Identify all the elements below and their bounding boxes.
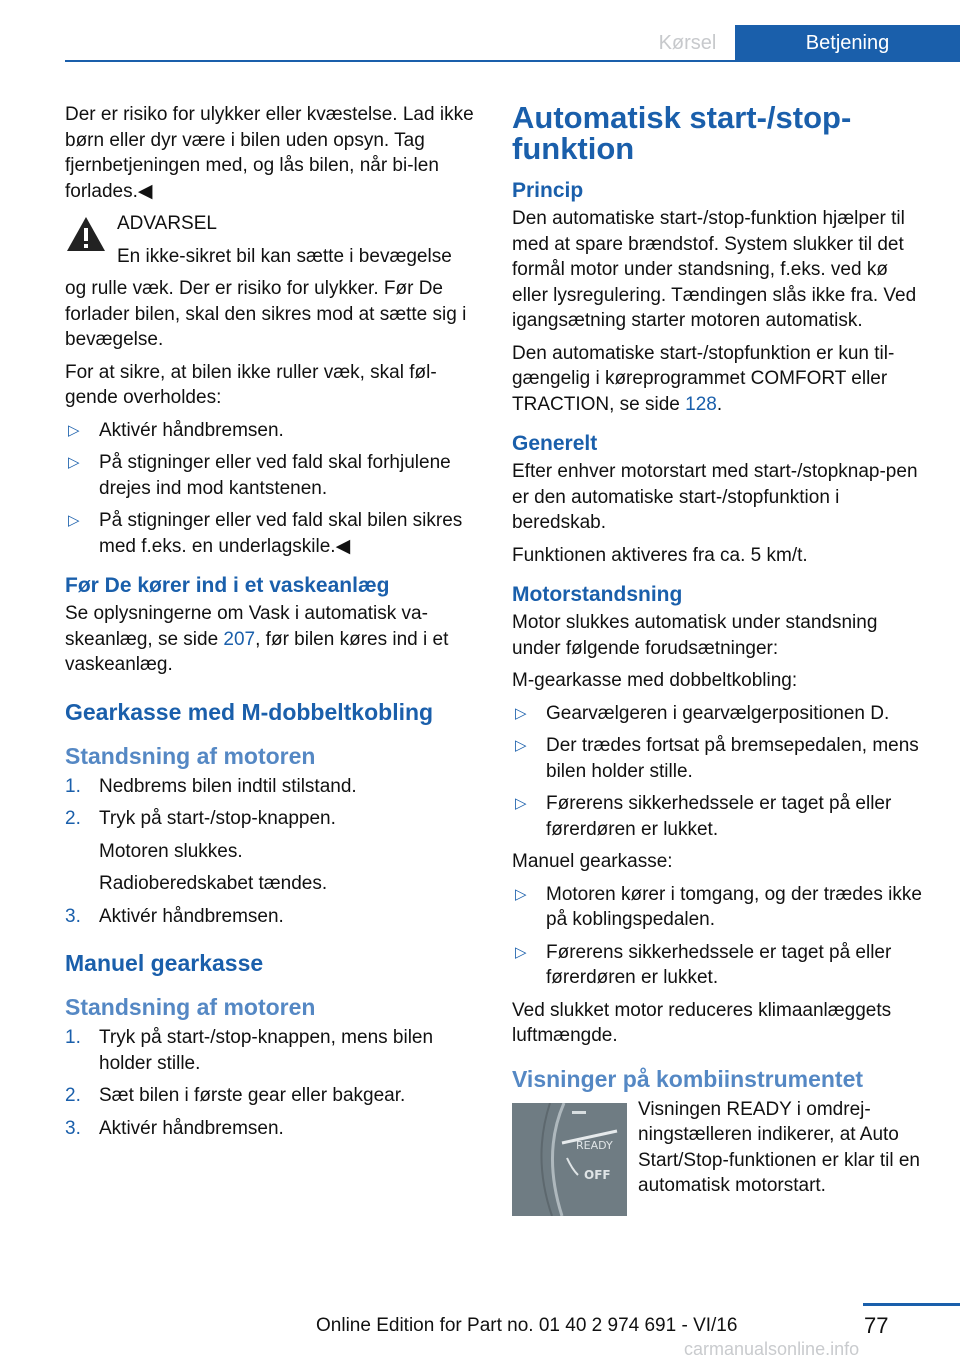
page-link-128[interactable]: 128 bbox=[685, 393, 717, 415]
general-paragraph-2: Funktionen aktiveres fra ca. 5 km/t. bbox=[512, 544, 808, 566]
triangle-bullet-icon: ▷ bbox=[515, 795, 527, 812]
principle-paragraph: Den automatiske start-/stop-funktion hjælper til med at spare brændstof. System slukker til det formål motor under standsning, f.eks. ved kø eller lysregulering. Tændingen slås ikke fra. Ved igangsætning starter motoren automatisk. bbox=[512, 208, 917, 331]
manual-conditions bbox=[512, 882, 927, 991]
warning-title: ADVARSEL bbox=[117, 213, 217, 234]
manual-steps bbox=[65, 1025, 477, 1141]
tab-korsel[interactable]: Kørsel bbox=[658, 32, 717, 54]
mdct-conditions bbox=[512, 701, 927, 843]
list-item: 3. Aktivér håndbremsen. bbox=[65, 1117, 284, 1139]
motorstop-heading: Motorstandsning bbox=[512, 583, 683, 606]
display-heading: Visninger på kombiinstrumentet bbox=[512, 1065, 864, 1092]
carwash-heading: Før De kører ind i et vaskeanlæg bbox=[65, 574, 390, 597]
list-item: ▷ Der trædes fortsat på bremsepedalen, mens bilen holder stille. bbox=[515, 735, 919, 782]
page-number: 77 bbox=[864, 1313, 889, 1338]
warning-triangle-icon bbox=[65, 215, 107, 253]
list-item: ▷ Aktivér håndbremsen. bbox=[65, 418, 477, 444]
mdct-label: M-gearkasse med dobbeltkobling: bbox=[512, 670, 798, 691]
display-paragraph: Visningen READY i omdrej‐ningstælleren indikerer, at Auto Start/Stop-funktionen er klar til en automatisk motorstart. bbox=[638, 1098, 920, 1196]
step-note: Radioberedskabet tændes. bbox=[99, 873, 328, 894]
svg-text:OFF: OFF bbox=[584, 1167, 611, 1182]
manual-subheading: Standsning af motoren bbox=[65, 994, 316, 1020]
tab-betjening[interactable]: Betjening bbox=[735, 25, 960, 61]
watermark: carmanualsonline.info bbox=[684, 1339, 860, 1359]
list-item: 3. Aktivér håndbremsen. bbox=[65, 905, 284, 927]
section-title: Automatisk start-/stop-funktion bbox=[512, 100, 852, 166]
triangle-bullet-icon: ▷ bbox=[68, 512, 80, 529]
list-item: ▷ Førerens sikkerhedssele er taget på eller førerdøren er lukket. bbox=[515, 793, 892, 840]
list-item: ▷ På stigninger eller ved fald skal bilen sikres med f.eks. en underlagskile.◀ bbox=[68, 510, 463, 557]
list-item: 2. Sæt bilen i første gear eller bakgear. bbox=[65, 1085, 406, 1106]
svg-text:READY: READY bbox=[576, 1138, 613, 1152]
triangle-bullet-icon: ▷ bbox=[68, 454, 80, 471]
list-item: ▷ Gearvælgeren i gearvælgerpositionen D. bbox=[512, 701, 927, 727]
header-tabs bbox=[640, 25, 960, 61]
warning-first-line: En ikke-sikret bil kan sætte i bevægelse bbox=[117, 245, 452, 267]
right-column bbox=[512, 102, 927, 1215]
carwash-paragraph: Se oplysningerne om Vask i automatisk va‐skeanlæg, se side 207, før bilen køres ind i et vaskeanlæg. bbox=[65, 603, 449, 675]
left-column bbox=[65, 102, 477, 1148]
warning-box bbox=[65, 211, 477, 269]
list-item: ▷ På stigninger eller ved fald skal forhjulene drejes ind mod kantstenen. bbox=[68, 452, 451, 499]
manual-heading: Manuel gearkasse bbox=[65, 950, 264, 976]
motorstop-end-paragraph: Ved slukket motor reduceres klimaanlæggets luftmængde. bbox=[512, 999, 892, 1046]
secure-intro: For at sikre, at bilen ikke ruller væk, skal føl‐gende overholdes: bbox=[65, 361, 437, 408]
list-item: ▷ Førerens sikkerhedssele er taget på eller førerdøren er lukket. bbox=[515, 941, 892, 988]
principle-paragraph-2: Den automatiske start-/stopfunktion er kun til‐gængelig i køreprogrammet COMFORT eller TRACTION, se side 128. bbox=[512, 342, 895, 415]
list-item: 2. Tryk på start-/stop-knappen. bbox=[65, 808, 336, 829]
step-note: Motoren slukkes. bbox=[99, 840, 243, 862]
tachometer-ready-image bbox=[512, 1103, 627, 1216]
mdct-steps bbox=[65, 774, 477, 832]
mdct-steps-cont bbox=[65, 904, 477, 930]
warning-text: og rulle væk. Der er risiko for ulykker. Før De forlader bilen, skal den sikres mod at sætte sig i bevægelse. bbox=[65, 278, 467, 350]
triangle-bullet-icon: ▷ bbox=[515, 704, 527, 722]
display-row bbox=[512, 1097, 927, 1215]
header-divider bbox=[65, 60, 960, 62]
triangle-bullet-icon: ▷ bbox=[515, 737, 527, 754]
list-item: 1. Nedbrems bilen indtil stilstand. bbox=[65, 775, 357, 797]
footer-divider bbox=[863, 1303, 960, 1306]
principle-heading: Princip bbox=[512, 179, 584, 202]
edition-line: Online Edition for Part no. 01 40 2 974 691 - VI/16 bbox=[316, 1315, 738, 1336]
mdct-subheading: Standsning af motoren bbox=[65, 742, 316, 769]
manual-label: Manuel gearkasse: bbox=[512, 851, 673, 872]
general-paragraph: Efter enhver motorstart med start-/stopknap‐pen er den automatiske start-/stopfunktion i beredskab. bbox=[512, 461, 918, 533]
triangle-bullet-icon: ▷ bbox=[515, 885, 527, 903]
general-heading: Generelt bbox=[512, 432, 598, 455]
intro-paragraph: Der er risiko for ulykker eller kvæstelse. Lad ikke børn eller dyr være i bilen uden opsyn. Tag fjernbetjeningen med, og lås bilen, når bi‐len forlades.◀ bbox=[65, 104, 474, 202]
page-link-207[interactable]: 207 bbox=[223, 628, 256, 650]
secure-list bbox=[65, 418, 477, 560]
list-item: ▷ Motoren kører i tomgang, og der trædes ikke på koblingspedalen. bbox=[515, 883, 922, 930]
mdct-heading: Gearkasse med M-dobbeltkobling bbox=[65, 698, 434, 725]
motorstop-paragraph: Motor slukkes automatisk under standsning under følgende forudsætninger: bbox=[512, 612, 878, 659]
triangle-bullet-icon: ▷ bbox=[68, 421, 80, 439]
list-item: 1. Tryk på start-/stop-knappen, mens bilen holder stille. bbox=[65, 1027, 434, 1074]
triangle-bullet-icon: ▷ bbox=[515, 943, 527, 961]
